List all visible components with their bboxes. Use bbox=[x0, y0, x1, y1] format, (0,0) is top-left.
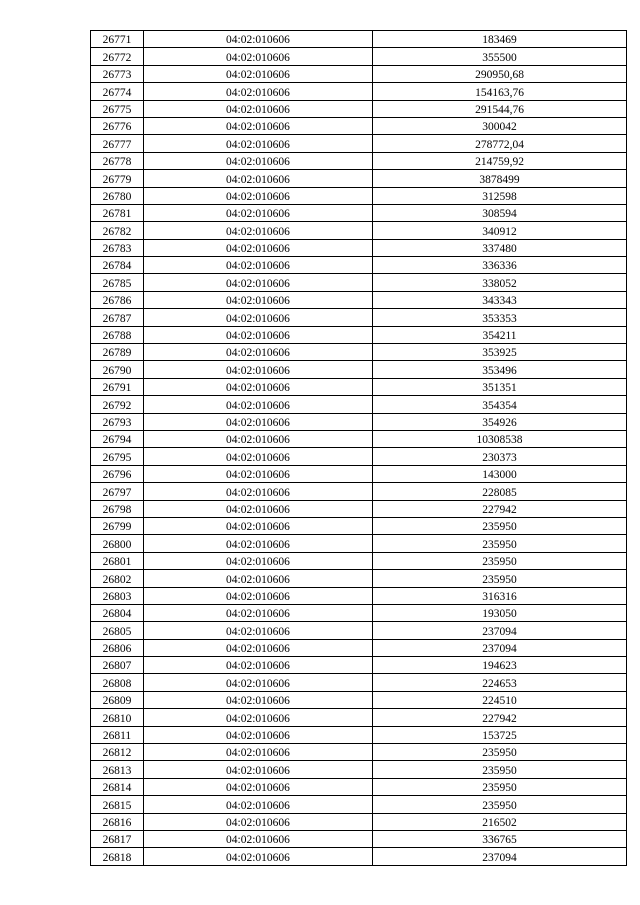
row-number-cell: 26809 bbox=[91, 691, 144, 708]
value-cell: 338052 bbox=[373, 274, 627, 291]
row-number-cell: 26794 bbox=[91, 430, 144, 447]
table-row bbox=[91, 204, 627, 221]
cadastral-code-cell: 04:02:010606 bbox=[144, 604, 373, 621]
table-row bbox=[91, 622, 627, 639]
cadastral-code-cell: 04:02:010606 bbox=[144, 413, 373, 430]
cadastral-code-cell: 04:02:010606 bbox=[144, 309, 373, 326]
value-cell: 235950 bbox=[373, 778, 627, 795]
cadastral-code-cell: 04:02:010606 bbox=[144, 430, 373, 447]
table-row bbox=[91, 170, 627, 187]
value-cell: 235950 bbox=[373, 744, 627, 761]
cadastral-code-cell: 04:02:010606 bbox=[144, 622, 373, 639]
table-row bbox=[91, 430, 627, 447]
table-body bbox=[91, 31, 627, 866]
value-cell: 353353 bbox=[373, 309, 627, 326]
cadastral-code-cell: 04:02:010606 bbox=[144, 152, 373, 169]
row-number-cell: 26804 bbox=[91, 604, 144, 621]
table-row bbox=[91, 135, 627, 152]
row-number-cell: 26781 bbox=[91, 204, 144, 221]
cadastral-code-cell: 04:02:010606 bbox=[144, 587, 373, 604]
value-cell: 355500 bbox=[373, 48, 627, 65]
row-number-cell: 26784 bbox=[91, 257, 144, 274]
data-table bbox=[90, 30, 627, 866]
value-cell: 183469 bbox=[373, 31, 627, 48]
row-number-cell: 26798 bbox=[91, 500, 144, 517]
table-row bbox=[91, 100, 627, 117]
table-row bbox=[91, 344, 627, 361]
table-row bbox=[91, 83, 627, 100]
row-number-cell: 26793 bbox=[91, 413, 144, 430]
row-number-cell: 26787 bbox=[91, 309, 144, 326]
value-cell: 143000 bbox=[373, 465, 627, 482]
table-row bbox=[91, 761, 627, 778]
cadastral-code-cell: 04:02:010606 bbox=[144, 483, 373, 500]
row-number-cell: 26813 bbox=[91, 761, 144, 778]
value-cell: 227942 bbox=[373, 709, 627, 726]
row-number-cell: 26773 bbox=[91, 65, 144, 82]
row-number-cell: 26775 bbox=[91, 100, 144, 117]
table-row bbox=[91, 778, 627, 795]
value-cell: 337480 bbox=[373, 239, 627, 256]
table-row bbox=[91, 744, 627, 761]
cadastral-code-cell: 04:02:010606 bbox=[144, 813, 373, 830]
cadastral-code-cell: 04:02:010606 bbox=[144, 83, 373, 100]
table-row bbox=[91, 326, 627, 343]
row-number-cell: 26811 bbox=[91, 726, 144, 743]
value-cell: 216502 bbox=[373, 813, 627, 830]
value-cell: 194623 bbox=[373, 657, 627, 674]
cadastral-code-cell: 04:02:010606 bbox=[144, 187, 373, 204]
row-number-cell: 26808 bbox=[91, 674, 144, 691]
cadastral-code-cell: 04:02:010606 bbox=[144, 378, 373, 395]
cadastral-code-cell: 04:02:010606 bbox=[144, 517, 373, 534]
value-cell: 227942 bbox=[373, 500, 627, 517]
cadastral-code-cell: 04:02:010606 bbox=[144, 535, 373, 552]
cadastral-code-cell: 04:02:010606 bbox=[144, 117, 373, 134]
value-cell: 308594 bbox=[373, 204, 627, 221]
table-row bbox=[91, 604, 627, 621]
value-cell: 224653 bbox=[373, 674, 627, 691]
row-number-cell: 26807 bbox=[91, 657, 144, 674]
table-row bbox=[91, 48, 627, 65]
row-number-cell: 26803 bbox=[91, 587, 144, 604]
row-number-cell: 26783 bbox=[91, 239, 144, 256]
row-number-cell: 26788 bbox=[91, 326, 144, 343]
row-number-cell: 26791 bbox=[91, 378, 144, 395]
cadastral-code-cell: 04:02:010606 bbox=[144, 448, 373, 465]
value-cell: 237094 bbox=[373, 848, 627, 865]
value-cell: 3878499 bbox=[373, 170, 627, 187]
cadastral-code-cell: 04:02:010606 bbox=[144, 239, 373, 256]
cadastral-code-cell: 04:02:010606 bbox=[144, 31, 373, 48]
row-number-cell: 26810 bbox=[91, 709, 144, 726]
cadastral-code-cell: 04:02:010606 bbox=[144, 570, 373, 587]
table-row bbox=[91, 361, 627, 378]
value-cell: 235950 bbox=[373, 761, 627, 778]
value-cell: 300042 bbox=[373, 117, 627, 134]
cadastral-code-cell: 04:02:010606 bbox=[144, 48, 373, 65]
table-row bbox=[91, 830, 627, 847]
table-row bbox=[91, 378, 627, 395]
table-row bbox=[91, 465, 627, 482]
row-number-cell: 26789 bbox=[91, 344, 144, 361]
table-row bbox=[91, 483, 627, 500]
value-cell: 343343 bbox=[373, 291, 627, 308]
row-number-cell: 26779 bbox=[91, 170, 144, 187]
value-cell: 235950 bbox=[373, 552, 627, 569]
value-cell: 354211 bbox=[373, 326, 627, 343]
table-row bbox=[91, 657, 627, 674]
value-cell: 353496 bbox=[373, 361, 627, 378]
row-number-cell: 26817 bbox=[91, 830, 144, 847]
table-row bbox=[91, 31, 627, 48]
cadastral-code-cell: 04:02:010606 bbox=[144, 170, 373, 187]
cadastral-code-cell: 04:02:010606 bbox=[144, 204, 373, 221]
row-number-cell: 26801 bbox=[91, 552, 144, 569]
value-cell: 340912 bbox=[373, 222, 627, 239]
table-row bbox=[91, 274, 627, 291]
table-row bbox=[91, 117, 627, 134]
row-number-cell: 26815 bbox=[91, 796, 144, 813]
table-row bbox=[91, 413, 627, 430]
cadastral-code-cell: 04:02:010606 bbox=[144, 674, 373, 691]
cadastral-code-cell: 04:02:010606 bbox=[144, 361, 373, 378]
cadastral-code-cell: 04:02:010606 bbox=[144, 691, 373, 708]
row-number-cell: 26772 bbox=[91, 48, 144, 65]
cadastral-code-cell: 04:02:010606 bbox=[144, 778, 373, 795]
row-number-cell: 26774 bbox=[91, 83, 144, 100]
row-number-cell: 26777 bbox=[91, 135, 144, 152]
value-cell: 354354 bbox=[373, 396, 627, 413]
table-row bbox=[91, 726, 627, 743]
cadastral-code-cell: 04:02:010606 bbox=[144, 726, 373, 743]
cadastral-code-cell: 04:02:010606 bbox=[144, 326, 373, 343]
row-number-cell: 26812 bbox=[91, 744, 144, 761]
table-row bbox=[91, 535, 627, 552]
row-number-cell: 26816 bbox=[91, 813, 144, 830]
cadastral-code-cell: 04:02:010606 bbox=[144, 100, 373, 117]
table-row bbox=[91, 222, 627, 239]
value-cell: 336765 bbox=[373, 830, 627, 847]
table-row bbox=[91, 813, 627, 830]
value-cell: 224510 bbox=[373, 691, 627, 708]
table-row bbox=[91, 257, 627, 274]
cadastral-code-cell: 04:02:010606 bbox=[144, 657, 373, 674]
row-number-cell: 26795 bbox=[91, 448, 144, 465]
row-number-cell: 26778 bbox=[91, 152, 144, 169]
row-number-cell: 26790 bbox=[91, 361, 144, 378]
table-row bbox=[91, 570, 627, 587]
value-cell: 235950 bbox=[373, 535, 627, 552]
value-cell: 154163,76 bbox=[373, 83, 627, 100]
table-row bbox=[91, 309, 627, 326]
value-cell: 354926 bbox=[373, 413, 627, 430]
table-row bbox=[91, 187, 627, 204]
cadastral-code-cell: 04:02:010606 bbox=[144, 552, 373, 569]
row-number-cell: 26806 bbox=[91, 639, 144, 656]
table-row bbox=[91, 239, 627, 256]
table-row bbox=[91, 639, 627, 656]
cadastral-code-cell: 04:02:010606 bbox=[144, 222, 373, 239]
row-number-cell: 26792 bbox=[91, 396, 144, 413]
row-number-cell: 26771 bbox=[91, 31, 144, 48]
value-cell: 316316 bbox=[373, 587, 627, 604]
value-cell: 237094 bbox=[373, 622, 627, 639]
cadastral-code-cell: 04:02:010606 bbox=[144, 291, 373, 308]
cadastral-code-cell: 04:02:010606 bbox=[144, 830, 373, 847]
value-cell: 290950,68 bbox=[373, 65, 627, 82]
cadastral-code-cell: 04:02:010606 bbox=[144, 465, 373, 482]
value-cell: 153725 bbox=[373, 726, 627, 743]
value-cell: 193050 bbox=[373, 604, 627, 621]
value-cell: 10308538 bbox=[373, 430, 627, 447]
table-row bbox=[91, 587, 627, 604]
row-number-cell: 26799 bbox=[91, 517, 144, 534]
cadastral-code-cell: 04:02:010606 bbox=[144, 796, 373, 813]
value-cell: 237094 bbox=[373, 639, 627, 656]
table-row bbox=[91, 796, 627, 813]
row-number-cell: 26797 bbox=[91, 483, 144, 500]
table-row bbox=[91, 674, 627, 691]
table-row bbox=[91, 709, 627, 726]
value-cell: 353925 bbox=[373, 344, 627, 361]
cadastral-code-cell: 04:02:010606 bbox=[144, 344, 373, 361]
row-number-cell: 26818 bbox=[91, 848, 144, 865]
table-row bbox=[91, 552, 627, 569]
row-number-cell: 26780 bbox=[91, 187, 144, 204]
value-cell: 312598 bbox=[373, 187, 627, 204]
value-cell: 214759,92 bbox=[373, 152, 627, 169]
table-row bbox=[91, 517, 627, 534]
cadastral-code-cell: 04:02:010606 bbox=[144, 709, 373, 726]
row-number-cell: 26805 bbox=[91, 622, 144, 639]
value-cell: 336336 bbox=[373, 257, 627, 274]
value-cell: 228085 bbox=[373, 483, 627, 500]
row-number-cell: 26776 bbox=[91, 117, 144, 134]
cadastral-code-cell: 04:02:010606 bbox=[144, 761, 373, 778]
value-cell: 235950 bbox=[373, 796, 627, 813]
value-cell: 351351 bbox=[373, 378, 627, 395]
table-row bbox=[91, 65, 627, 82]
table-row bbox=[91, 396, 627, 413]
value-cell: 291544,76 bbox=[373, 100, 627, 117]
value-cell: 278772,04 bbox=[373, 135, 627, 152]
cadastral-code-cell: 04:02:010606 bbox=[144, 257, 373, 274]
table-row bbox=[91, 500, 627, 517]
cadastral-code-cell: 04:02:010606 bbox=[144, 274, 373, 291]
value-cell: 235950 bbox=[373, 570, 627, 587]
cadastral-code-cell: 04:02:010606 bbox=[144, 500, 373, 517]
row-number-cell: 26802 bbox=[91, 570, 144, 587]
cadastral-code-cell: 04:02:010606 bbox=[144, 135, 373, 152]
table-row bbox=[91, 448, 627, 465]
cadastral-code-cell: 04:02:010606 bbox=[144, 396, 373, 413]
value-cell: 230373 bbox=[373, 448, 627, 465]
cadastral-code-cell: 04:02:010606 bbox=[144, 65, 373, 82]
table-row bbox=[91, 152, 627, 169]
row-number-cell: 26800 bbox=[91, 535, 144, 552]
cadastral-code-cell: 04:02:010606 bbox=[144, 848, 373, 865]
row-number-cell: 26796 bbox=[91, 465, 144, 482]
row-number-cell: 26814 bbox=[91, 778, 144, 795]
table-row bbox=[91, 691, 627, 708]
cadastral-code-cell: 04:02:010606 bbox=[144, 744, 373, 761]
row-number-cell: 26786 bbox=[91, 291, 144, 308]
table-row bbox=[91, 291, 627, 308]
value-cell: 235950 bbox=[373, 517, 627, 534]
row-number-cell: 26782 bbox=[91, 222, 144, 239]
table-row bbox=[91, 848, 627, 865]
cadastral-code-cell: 04:02:010606 bbox=[144, 639, 373, 656]
row-number-cell: 26785 bbox=[91, 274, 144, 291]
